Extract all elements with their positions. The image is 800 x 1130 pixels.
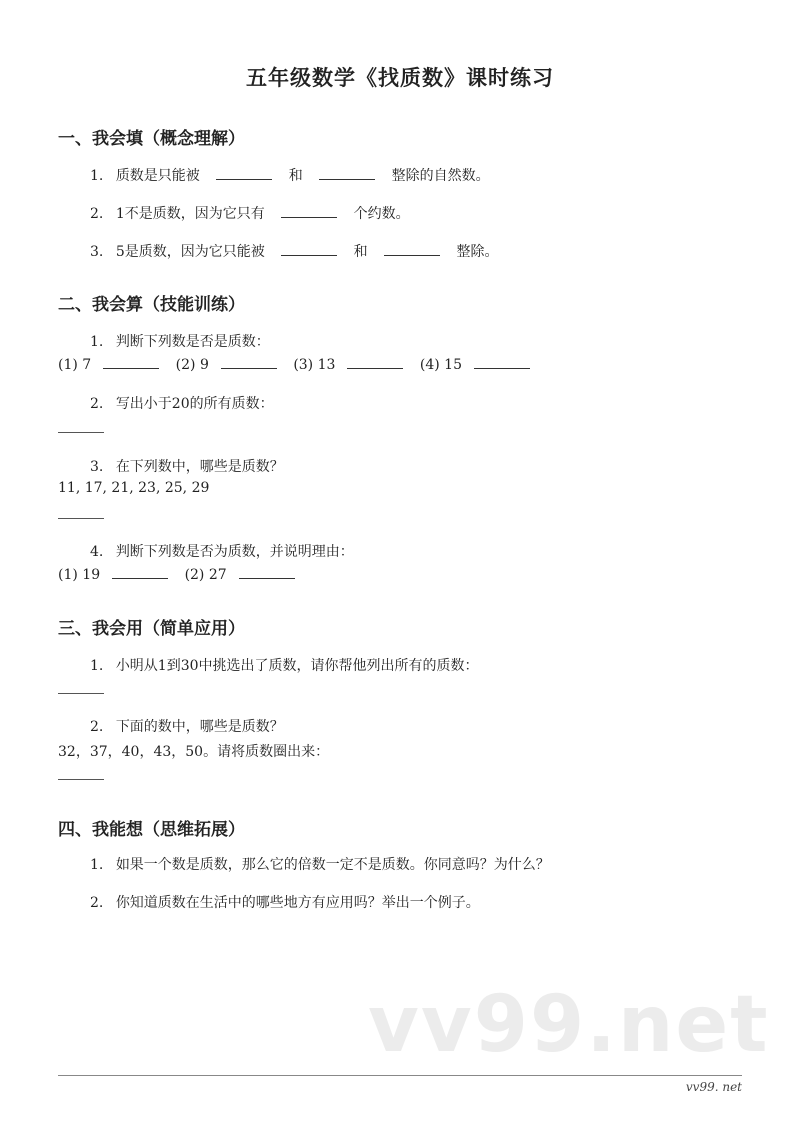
question-1-2 bbox=[90, 203, 410, 223]
question-number: 3. bbox=[90, 459, 104, 475]
answer-blank[interactable] bbox=[281, 205, 337, 218]
question-1-1 bbox=[90, 165, 490, 185]
answer-blank[interactable] bbox=[112, 566, 168, 579]
question-text: 判断下列数是否是质数： bbox=[115, 334, 270, 350]
answer-blank[interactable] bbox=[216, 167, 272, 180]
question-2-1 bbox=[90, 331, 270, 351]
answer-line[interactable] bbox=[58, 693, 104, 694]
footer-site-label: vv99. net bbox=[685, 1080, 742, 1094]
section-heading-4: 四、我能想（思维拓展） bbox=[58, 820, 245, 840]
item-label: (2) 9 bbox=[175, 357, 209, 373]
question-text: 如果一个数是质数，那么它的倍数一定不是质数。你同意吗？为什么？ bbox=[115, 857, 550, 873]
question-text: 整除的自然数。 bbox=[391, 168, 490, 184]
question-2-3 bbox=[90, 456, 284, 476]
answer-blank[interactable] bbox=[281, 243, 337, 256]
question-text: 写出小于20的所有质数： bbox=[115, 396, 274, 412]
answer-blank[interactable] bbox=[474, 356, 530, 369]
question-4-2 bbox=[90, 892, 480, 912]
question-text: 1不是质数，因为它只有 bbox=[115, 206, 265, 222]
item-label: (3) 13 bbox=[293, 357, 336, 373]
number-list: 11, 17, 21, 23, 25, 29 bbox=[58, 480, 210, 496]
question-3-1 bbox=[90, 655, 479, 675]
answer-blank[interactable] bbox=[103, 356, 159, 369]
number-list: 32，37，40，43，50。请将质数圈出来： bbox=[58, 744, 330, 760]
question-2-2 bbox=[90, 393, 274, 413]
question-number: 1. bbox=[90, 334, 104, 350]
question-number: 2. bbox=[90, 719, 104, 735]
question-text: 在下列数中，哪些是质数？ bbox=[115, 459, 284, 475]
item-label: (1) 7 bbox=[58, 357, 92, 373]
question-1-3 bbox=[90, 241, 499, 261]
question-3-2 bbox=[90, 716, 284, 736]
question-text: 和 bbox=[353, 244, 368, 260]
page-title: 五年级数学《找质数》课时练习 bbox=[246, 65, 554, 90]
question-number: 1. bbox=[90, 658, 104, 674]
section-heading-3: 三、我会用（简单应用） bbox=[58, 619, 245, 639]
answer-line[interactable] bbox=[58, 518, 104, 519]
item-label: (1) 19 bbox=[58, 567, 101, 583]
watermark: vv99.net bbox=[368, 980, 770, 1070]
section-heading-2: 二、我会算（技能训练） bbox=[58, 295, 245, 315]
answer-blank[interactable] bbox=[319, 167, 375, 180]
question-text: 小明从1到30中挑选出了质数，请你帮他列出所有的质数： bbox=[115, 658, 479, 674]
question-text: 判断下列数是否为质数，并说明理由： bbox=[115, 544, 354, 560]
reason-items-row bbox=[58, 566, 307, 583]
question-number: 1. bbox=[90, 168, 104, 184]
question-text: 个约数。 bbox=[353, 206, 410, 222]
question-text: 质数是只能被 bbox=[115, 168, 200, 184]
question-text: 5是质数，因为它只能被 bbox=[115, 244, 265, 260]
item-label: (2) 27 bbox=[184, 567, 227, 583]
answer-blank[interactable] bbox=[221, 356, 277, 369]
question-number: 4. bbox=[90, 544, 104, 560]
answer-line[interactable] bbox=[58, 779, 104, 780]
question-number: 2. bbox=[90, 895, 104, 911]
question-number: 3. bbox=[90, 244, 104, 260]
judge-items-row bbox=[58, 356, 542, 373]
question-number: 2. bbox=[90, 396, 104, 412]
answer-blank[interactable] bbox=[347, 356, 403, 369]
question-number: 1. bbox=[90, 857, 104, 873]
answer-blank[interactable] bbox=[384, 243, 440, 256]
question-2-4 bbox=[90, 541, 354, 561]
item-label: (4) 15 bbox=[419, 357, 462, 373]
question-number: 2. bbox=[90, 206, 104, 222]
question-4-1 bbox=[90, 854, 550, 874]
question-text: 你知道质数在生活中的哪些地方有应用吗？举出一个例子。 bbox=[115, 895, 480, 911]
footer-divider bbox=[58, 1075, 742, 1076]
question-text: 整除。 bbox=[456, 244, 499, 260]
section-heading-1: 一、我会填（概念理解） bbox=[58, 129, 245, 149]
question-text: 和 bbox=[288, 168, 303, 184]
question-text: 下面的数中，哪些是质数？ bbox=[115, 719, 284, 735]
answer-line[interactable] bbox=[58, 432, 104, 433]
answer-blank[interactable] bbox=[239, 566, 295, 579]
